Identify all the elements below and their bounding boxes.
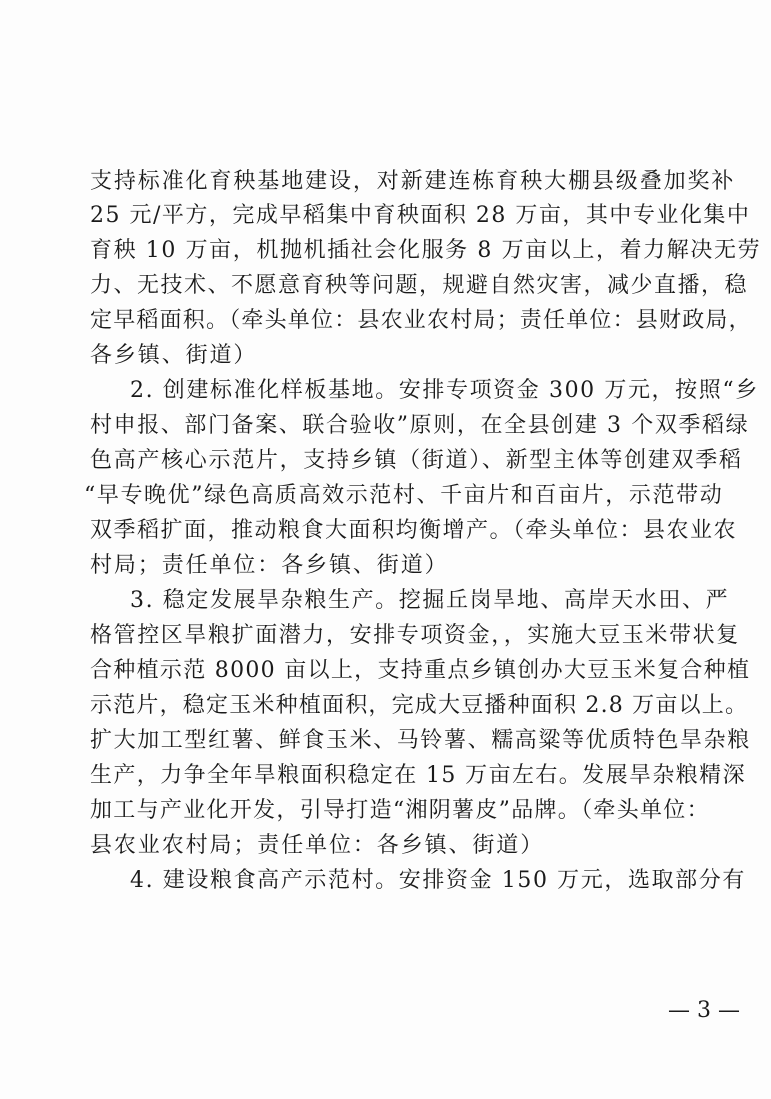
paragraph-heading-line: 4. 建设粮食高产示范村。安排资金 150 万元，选取部分有	[130, 868, 746, 893]
text-line: 县农业农村局；责任单位：各乡镇、街道）	[90, 833, 545, 858]
text-line: 村申报、部门备案、联合验收”原则，在全县创建 3 个双季稻绿	[90, 413, 750, 438]
text-line: 各乡镇、街道）	[90, 343, 258, 368]
text-line: 育秧 10 万亩，机抛机插社会化服务 8 万亩以上，着力解决无劳	[90, 238, 762, 263]
page-number: — 3 —	[668, 998, 740, 1023]
text-line: 生产，力争全年旱粮面积稳定在 15 万亩左右。发展旱杂粮精深	[90, 763, 746, 788]
text-line: 力、无技术、不愿意育秧等问题，规避自然灾害，减少直播，稳	[90, 273, 749, 298]
text-line: 定早稻面积。（牵头单位：县农业农村局；责任单位：县财政局，	[90, 308, 752, 333]
paragraph-heading-line: 3. 稳定发展旱杂粮生产。挖掘丘岗旱地、高岸天水田、严	[130, 588, 730, 613]
text-line: 25 元/平方，完成早稻集中育秧面积 28 万亩，其中专业化集中	[90, 203, 751, 228]
text-line: 扩大加工型红薯、鲜食玉米、马铃薯、糯高粱等优质特色旱杂粮	[90, 728, 751, 753]
text-line: 格管控区旱粮扩面潜力，安排专项资金，，实施大豆玉米带状复	[90, 623, 740, 648]
text-line: 加工与产业化开发，引导打造“湘阴薯皮”品牌。（牵头单位：	[90, 798, 710, 823]
text-line: 示范片，稳定玉米种植面积，完成大豆播种面积 2.8 万亩以上。	[90, 693, 749, 718]
text-line: 双季稻扩面，推动粮食大面积均衡增产。（牵头单位：县农业农	[90, 518, 738, 543]
paragraph-heading-line: 2. 创建标准化样板基地。安排专项资金 300 万元，按照“乡	[130, 378, 759, 403]
text-line: 合种植示范 8000 亩以上，支持重点乡镇创办大豆玉米复合种植	[90, 658, 751, 683]
text-line: 色高产核心示范片，支持乡镇（街道）、新型主体等创建双季稻	[90, 448, 743, 473]
text-line: 村局；责任单位：各乡镇、街道）	[90, 553, 449, 578]
text-line: 支持标准化育秧基地建设，对新建连栋育秧大棚县级叠加奖补	[90, 169, 736, 194]
text-line: “早专晚优”绿色高质高效示范村、千亩片和百亩片，示范带动	[84, 483, 724, 508]
